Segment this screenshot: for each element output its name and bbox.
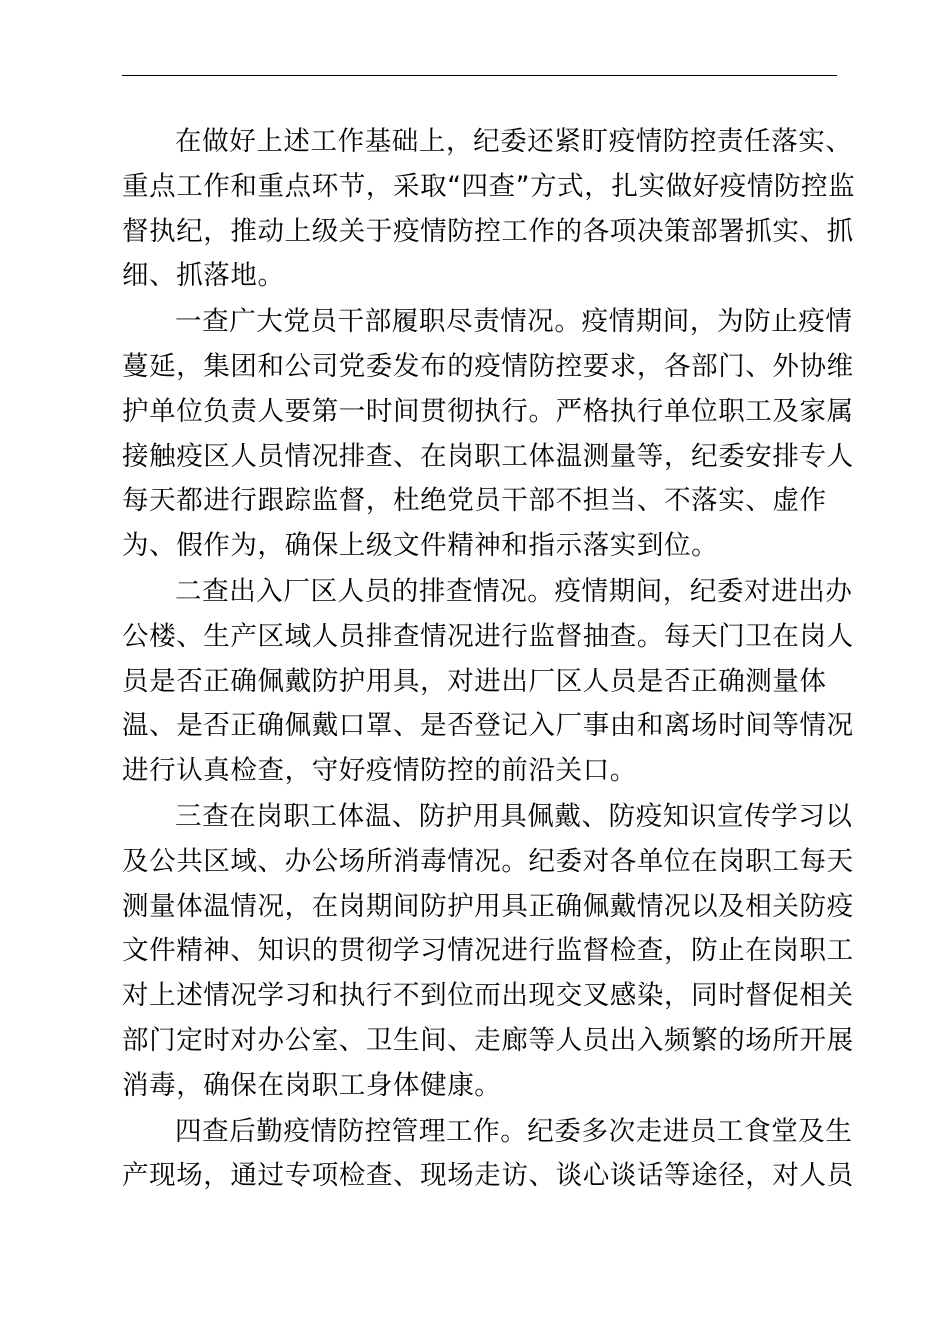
paragraph-check-two: 二查出入厂区人员的排查情况。疫情期间，纪委对进出办公楼、生产区域人员排查情况进行监督抽查。每天门卫在岗人员是否正确佩戴防护用具，对进出厂区人员是否正确测量体温、是否正确佩戴口罩、是否登记入厂事由和离场时间等情况进行认真检查，守好疫情防控的前沿关口。: [122, 575, 854, 787]
paragraph-intro: 在做好上述工作基础上，纪委还紧盯疫情防控责任落实、重点工作和重点环节，采取“四查”方式，扎实做好疫情防控监督执纪，推动上级关于疫情防控工作的各项决策部署抓实、抓细、抓落地。: [122, 126, 856, 292]
document-body: [122, 120, 862, 1200]
header-rule: [122, 75, 837, 76]
paragraph-check-three: 三查在岗职工体温、防护用具佩戴、防疫知识宣传学习以及公共区域、办公场所消毒情况。纪委对各单位在岗职工每天测量体温情况，在岗期间防护用具正确佩戴情况以及相关防疫文件精神、知识的贯彻学习情况进行监督检查，防止在岗职工对上述情况学习和执行不到位而出现交叉感染，同时督促相关部门定时对办公室、卫生间、走廊等人员出入频繁的场所开展消毒，确保在岗职工身体健康。: [122, 800, 854, 1101]
paragraph-check-one: 一查广大党员干部履职尽责情况。疫情期间，为防止疫情蔓延，集团和公司党委发布的疫情防控要求，各部门、外协维护单位负责人要第一时间贯彻执行。严格执行单位职工及家属接触疫区人员情况排查、在岗职工体温测量等，纪委安排专人每天都进行跟踪监督，杜绝党员干部不担当、不落实、虚作为、假作为，确保上级文件精神和指示落实到位。: [122, 306, 854, 562]
paragraph-check-four: 四查后勤疫情防控管理工作。纪委多次走进员工食堂及生产现场，通过专项检查、现场走访、谈心谈话等途径，对人员: [122, 1115, 854, 1192]
